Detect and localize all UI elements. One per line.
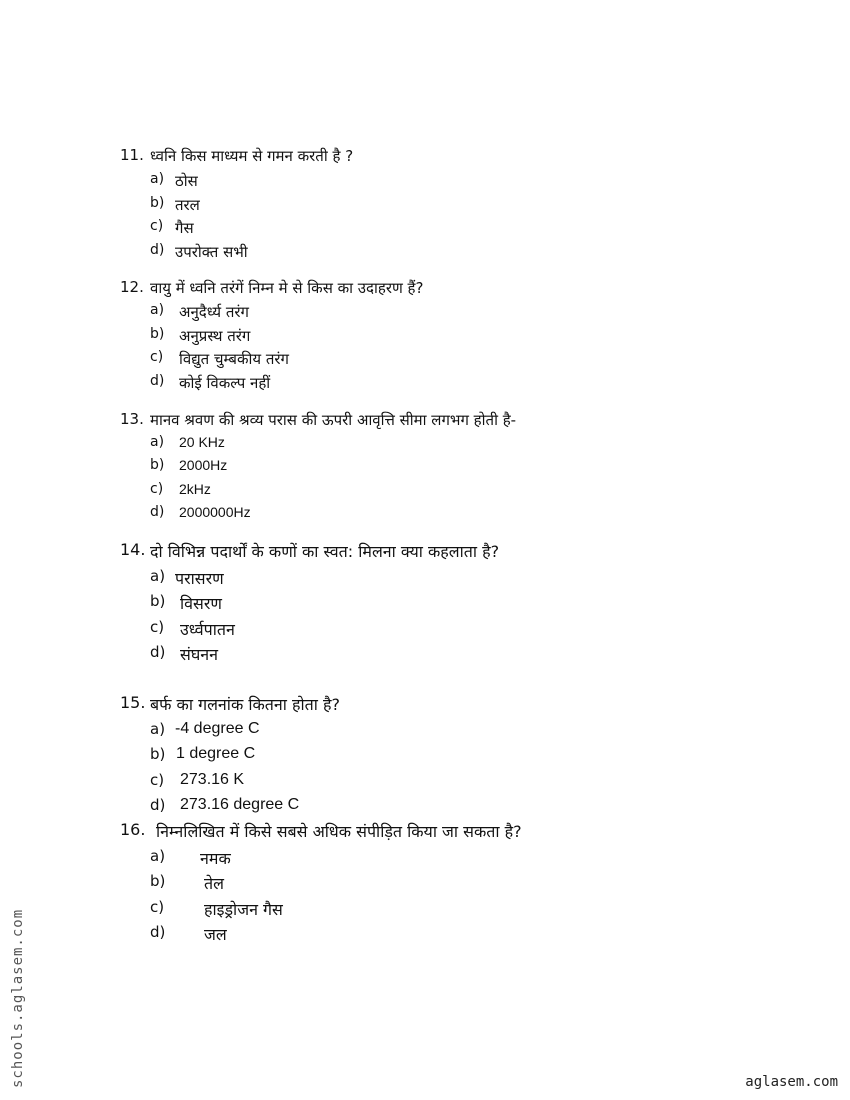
option-text: 20 KHz [179,434,225,450]
option-label: d) [150,923,166,941]
question-number: 16. [120,820,146,839]
option-label: d) [150,242,165,258]
option-text: गैस [175,219,194,237]
question-text: निम्नलिखित में किसे सबसे अधिक संपीड़ित किया जा सकता है? [156,822,522,841]
option-text: कोई विकल्प नहीं [179,374,271,392]
question-number: 13. [120,410,144,428]
option-text: -4 degree C [175,720,260,737]
option-text: 2000000Hz [179,504,251,520]
option-text: परासरण [175,569,224,588]
question-number: 14. [120,540,146,559]
option-text: अनुदैर्ध्य तरंग [179,303,249,321]
option-text: नमक [200,849,231,868]
option-label: b) [150,195,165,211]
option-text: 2kHz [179,481,211,497]
option-label: a) [150,567,166,585]
option-text: जल [204,925,227,944]
option-label: d) [150,796,166,814]
option-label: a) [150,720,166,738]
option-label: c) [150,481,164,497]
option-text: उर्ध्वपातन [180,620,235,639]
question-text: बर्फ का गलनांक कितना होता है? [150,695,340,714]
question-text: मानव श्रवण की श्रव्य परास की ऊपरी आवृत्ति सीमा लगभग होती है- [150,411,517,429]
option-text: उपरोक्त सभी [175,243,248,261]
option-label: c) [150,349,164,365]
option-text: 2000Hz [179,457,228,473]
option-text: तेल [204,874,224,893]
watermark-left: schools.aglasem.com [10,908,26,1088]
option-text: अनुप्रस्थ तरंग [179,327,251,345]
option-label: a) [150,302,165,318]
option-label: b) [150,745,166,763]
option-text: ठोस [175,172,198,190]
option-text: 273.16 K [180,771,245,788]
question-number: 12. [120,278,144,296]
option-label: a) [150,847,166,865]
option-label: d) [150,504,165,520]
option-label: d) [150,373,165,389]
option-label: a) [150,171,165,187]
option-text: 273.16 degree C [180,796,300,813]
option-text: विद्युत चुम्बकीय तरंग [179,350,289,368]
option-label: b) [150,592,166,610]
question-number: 15. [120,693,146,712]
option-label: c) [150,218,164,234]
question-text: दो विभिन्न पदार्थों के कणों का स्वत: मिलना क्या कहलाता है? [150,542,500,561]
option-label: c) [150,898,165,916]
option-label: b) [150,872,166,890]
question-text: वायु में ध्वनि तरंगें निम्न मे से किस का उदाहरण हैं? [150,279,424,297]
option-label: a) [150,434,165,450]
option-label: d) [150,643,166,661]
question-number: 11. [120,146,144,164]
option-text: संघनन [180,645,219,664]
option-text: हाइड्रोजन गैस [204,900,283,919]
option-label: c) [150,618,165,636]
option-text: 1 degree C [176,745,256,762]
option-text: तरल [175,196,200,214]
question-text: ध्वनि किस माध्यम से गमन करती है ? [150,147,354,165]
option-label: b) [150,326,165,342]
option-text: विसरण [180,594,222,613]
watermark-right: aglasem.com [745,1074,838,1090]
option-label: b) [150,457,165,473]
option-label: c) [150,771,165,789]
